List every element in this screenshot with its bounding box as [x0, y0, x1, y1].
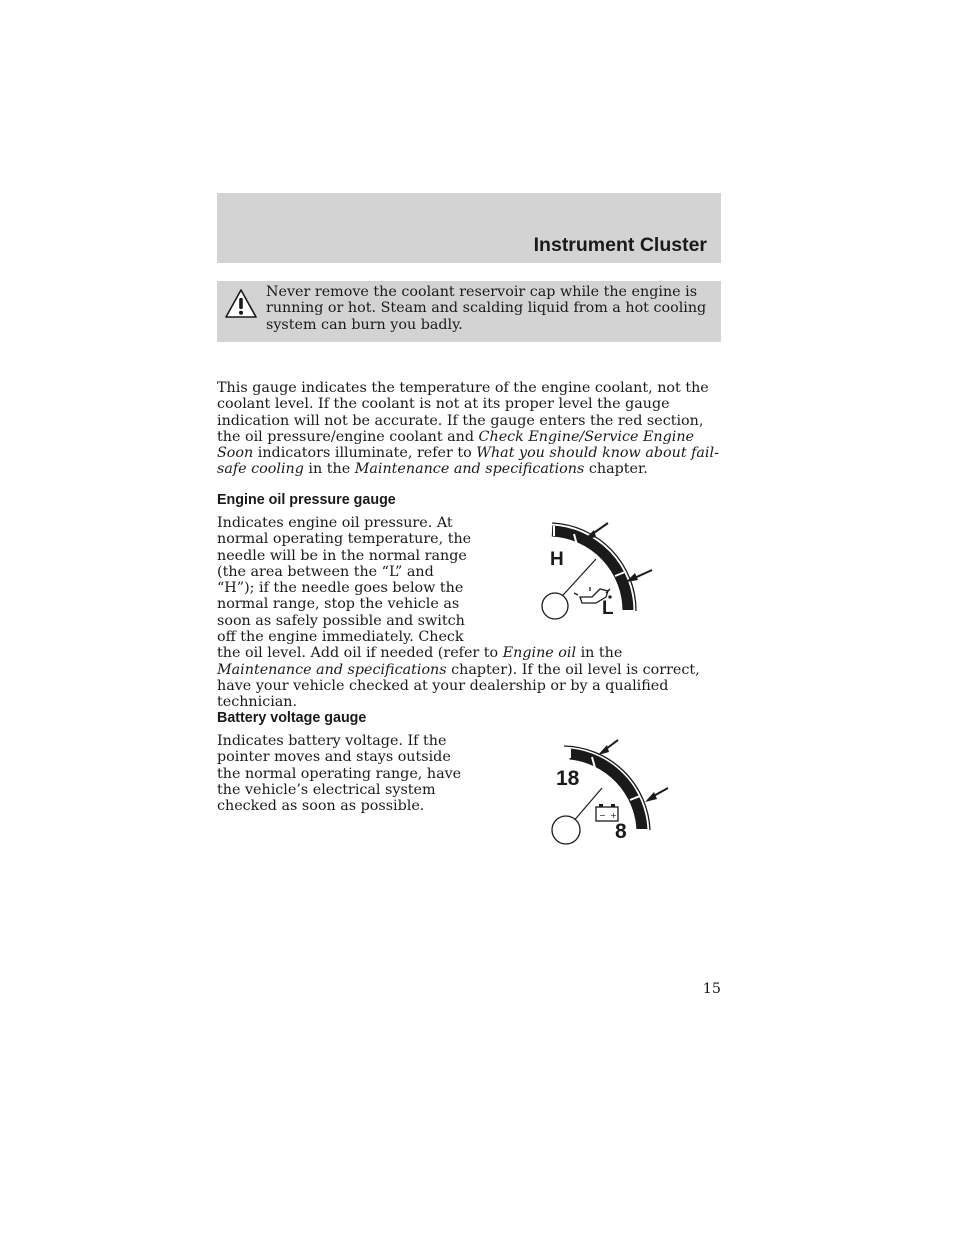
- coolant-ref-check-engine: Check Engine/Service Engine Soon: [217, 428, 695, 462]
- warning-text: Never remove the coolant reservoir cap while the engine is running or hot. Steam and scalding liquid from a hot cooling system can burn you badly.: [266, 284, 707, 333]
- battery-gauge-high-label: 18: [556, 767, 580, 790]
- battery-minus-sign: −: [599, 811, 606, 820]
- coolant-ref-fail-safe: What you should know about fail-safe cooling: [217, 445, 719, 478]
- coolant-text-1: This gauge indicates the temperature of the engine coolant, not the coolant level. If the coolant is not at its proper level the gauge indication will not be accurate. If the gauge enters the red section, the oil pressure/engine coolant and: [217, 380, 709, 445]
- battery-paragraph: Indicates battery voltage. If the pointer moves and stays outside the normal operating range, have the vehicle’s electrical system checked as soon as possible.: [217, 733, 462, 815]
- chapter-header: [217, 193, 721, 263]
- coolant-text-2: indicators illuminate, refer to: [253, 445, 477, 462]
- oil-gauge-float-spacer: [473, 515, 721, 639]
- battery-gauge-low-label: 8: [615, 820, 627, 843]
- oil-gauge-low-label: L: [602, 598, 614, 619]
- coolant-text-4: chapter.: [584, 461, 648, 478]
- chapter-title: Instrument Cluster: [533, 234, 707, 256]
- oil-text-3: chapter). If the oil level is correct, have your vehicle checked at your dealership or by a qualified technician.: [217, 661, 700, 711]
- oil-ref-maintenance: Maintenance and specifications: [217, 661, 447, 678]
- warning-triangle-icon: [224, 288, 258, 320]
- oil-gauge-heading: Engine oil pressure gauge: [217, 492, 396, 508]
- warning-box: [217, 281, 721, 342]
- coolant-paragraph: [217, 380, 721, 478]
- battery-voltage-gauge-illustration: [540, 732, 680, 848]
- coolant-text-3: in the: [303, 461, 355, 478]
- oil-text-2: in the: [576, 645, 623, 662]
- battery-icon: [596, 804, 618, 821]
- coolant-ref-maintenance: Maintenance and specifications: [354, 461, 585, 478]
- oil-ref-engine-oil: Engine oil: [502, 645, 577, 662]
- battery-plus-sign: +: [610, 811, 617, 820]
- oil-text-1: Indicates engine oil pressure. At normal operating temperature, the needle will be in the normal range (the area between the “L” and “H”); if the needle goes below the normal range, stop the vehicle as soon as safely possible and switch off the engine immediately. Check the oil level. Add oil if needed (refer to: [217, 515, 503, 662]
- page-number: 15: [702, 981, 721, 997]
- battery-gauge-heading: Battery voltage gauge: [217, 710, 367, 726]
- oil-paragraph: [217, 515, 721, 711]
- oil-gauge-high-label: H: [550, 549, 564, 570]
